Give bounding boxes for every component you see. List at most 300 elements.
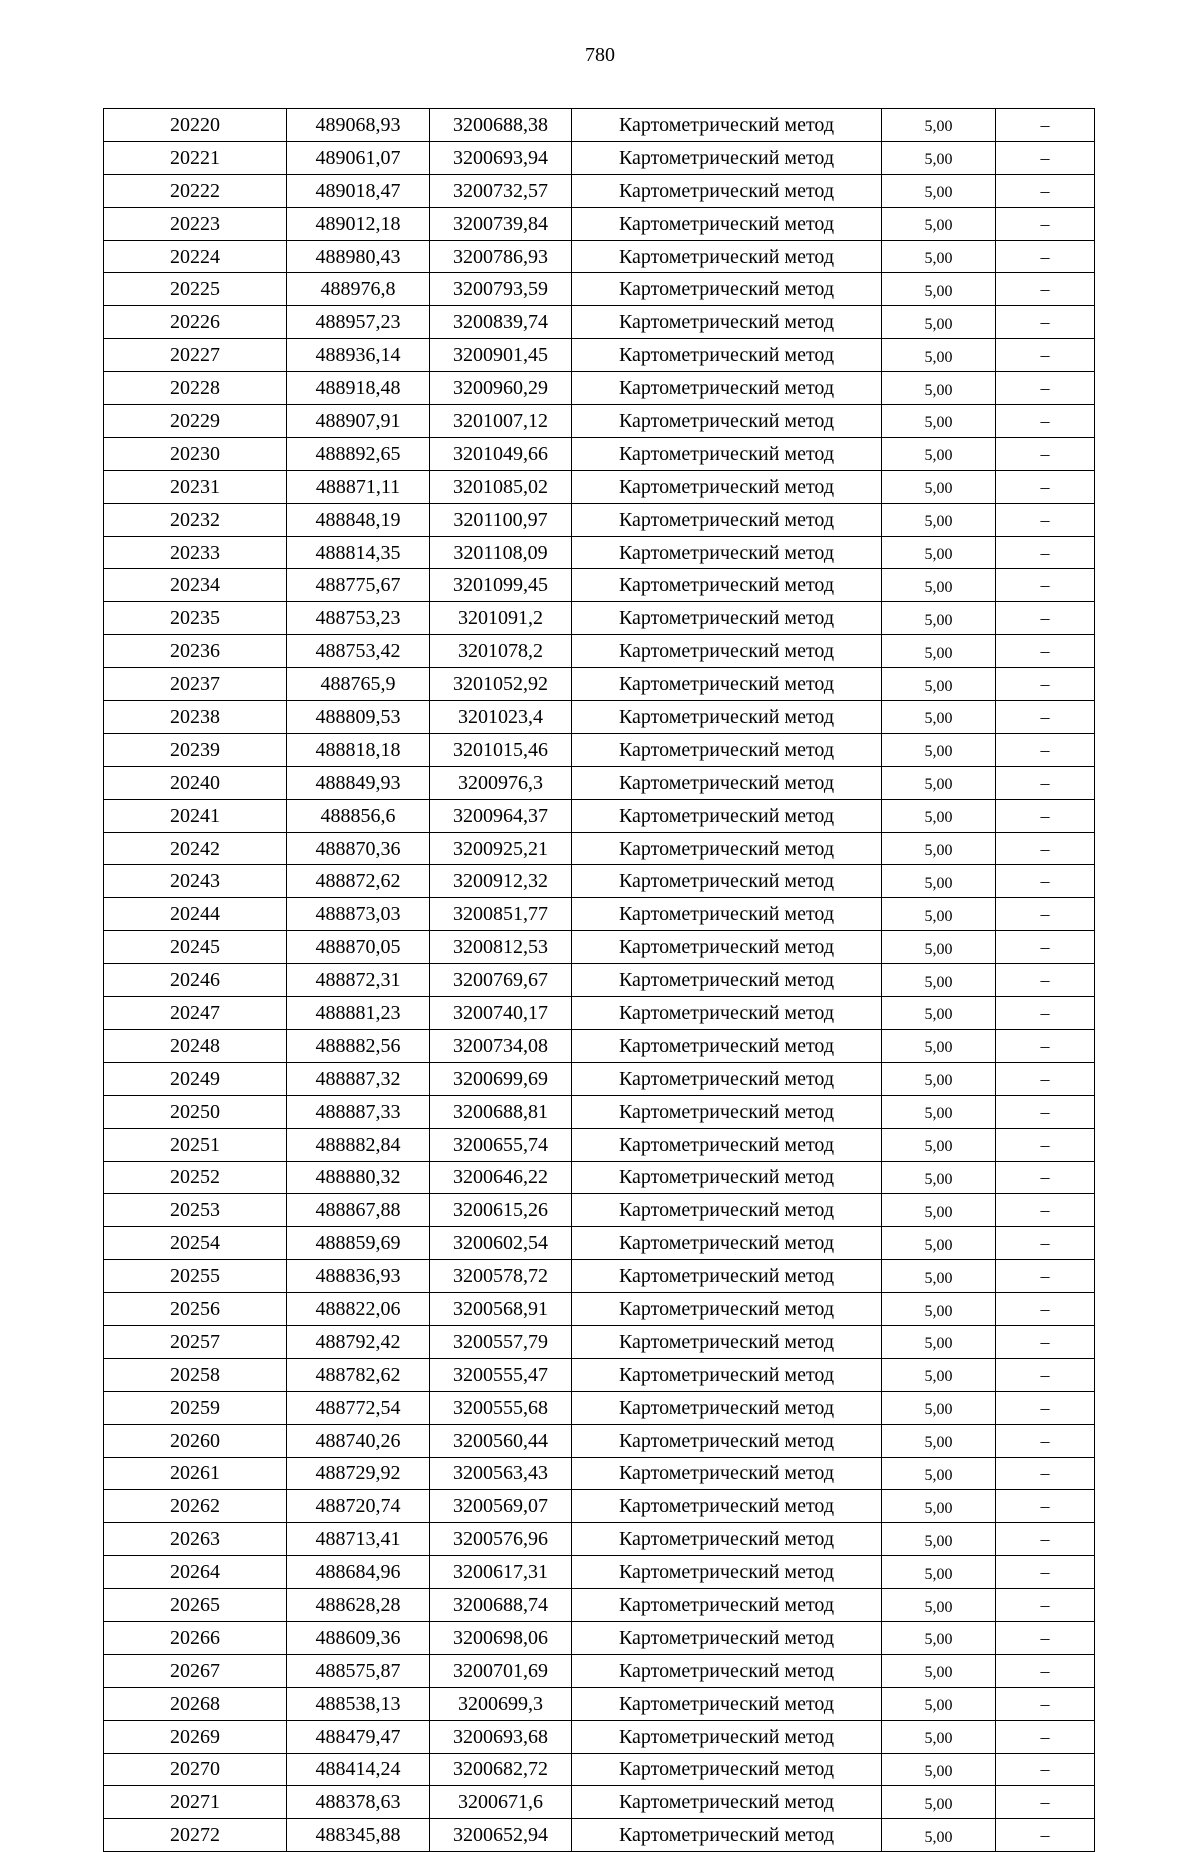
point-number-cell: 20224 <box>104 240 287 273</box>
y-coordinate-cell: 3200555,68 <box>430 1391 572 1424</box>
error-cell: 5,00 <box>882 1194 996 1227</box>
point-number-cell: 20241 <box>104 799 287 832</box>
table-row <box>104 964 1095 997</box>
point-number-cell: 20242 <box>104 832 287 865</box>
method-cell: Картометрический метод <box>572 405 882 438</box>
error-cell: 5,00 <box>882 1687 996 1720</box>
note-cell: – <box>996 1391 1095 1424</box>
table-row <box>104 1029 1095 1062</box>
x-coordinate-cell: 488882,56 <box>287 1029 430 1062</box>
error-cell: 5,00 <box>882 1556 996 1589</box>
y-coordinate-cell: 3201085,02 <box>430 470 572 503</box>
y-coordinate-cell: 3200563,43 <box>430 1457 572 1490</box>
point-number-cell: 20246 <box>104 964 287 997</box>
error-cell: 5,00 <box>882 569 996 602</box>
x-coordinate-cell: 488892,65 <box>287 437 430 470</box>
method-cell: Картометрический метод <box>572 174 882 207</box>
point-number-cell: 20222 <box>104 174 287 207</box>
note-cell: – <box>996 372 1095 405</box>
method-cell: Картометрический метод <box>572 1654 882 1687</box>
point-number-cell: 20252 <box>104 1161 287 1194</box>
method-cell: Картометрический метод <box>572 1293 882 1326</box>
point-number-cell: 20235 <box>104 602 287 635</box>
method-cell: Картометрический метод <box>572 503 882 536</box>
table-row <box>104 766 1095 799</box>
x-coordinate-cell: 488345,88 <box>287 1819 430 1852</box>
table-row <box>104 1062 1095 1095</box>
point-number-cell: 20253 <box>104 1194 287 1227</box>
note-cell: – <box>996 799 1095 832</box>
note-cell: – <box>996 1293 1095 1326</box>
method-cell: Картометрический метод <box>572 1424 882 1457</box>
note-cell: – <box>996 898 1095 931</box>
note-cell: – <box>996 1029 1095 1062</box>
x-coordinate-cell: 488809,53 <box>287 701 430 734</box>
y-coordinate-cell: 3200793,59 <box>430 273 572 306</box>
x-coordinate-cell: 488887,32 <box>287 1062 430 1095</box>
y-coordinate-cell: 3200912,32 <box>430 865 572 898</box>
point-number-cell: 20263 <box>104 1523 287 1556</box>
method-cell: Картометрический метод <box>572 1490 882 1523</box>
point-number-cell: 20269 <box>104 1720 287 1753</box>
error-cell: 5,00 <box>882 273 996 306</box>
table-row <box>104 701 1095 734</box>
y-coordinate-cell: 3200569,07 <box>430 1490 572 1523</box>
point-number-cell: 20271 <box>104 1786 287 1819</box>
note-cell: – <box>996 865 1095 898</box>
method-cell: Картометрический метод <box>572 339 882 372</box>
method-cell: Картометрический метод <box>572 109 882 142</box>
method-cell: Картометрический метод <box>572 1161 882 1194</box>
method-cell: Картометрический метод <box>572 1358 882 1391</box>
y-coordinate-cell: 3201108,09 <box>430 536 572 569</box>
note-cell: – <box>996 536 1095 569</box>
method-cell: Картометрический метод <box>572 635 882 668</box>
error-cell: 5,00 <box>882 339 996 372</box>
point-number-cell: 20238 <box>104 701 287 734</box>
table-row <box>104 470 1095 503</box>
y-coordinate-cell: 3200739,84 <box>430 207 572 240</box>
y-coordinate-cell: 3200812,53 <box>430 931 572 964</box>
point-number-cell: 20236 <box>104 635 287 668</box>
y-coordinate-cell: 3200688,38 <box>430 109 572 142</box>
x-coordinate-cell: 488740,26 <box>287 1424 430 1457</box>
x-coordinate-cell: 488628,28 <box>287 1589 430 1622</box>
y-coordinate-cell: 3200699,69 <box>430 1062 572 1095</box>
method-cell: Картометрический метод <box>572 1621 882 1654</box>
error-cell: 5,00 <box>882 1029 996 1062</box>
y-coordinate-cell: 3200701,69 <box>430 1654 572 1687</box>
note-cell: – <box>996 503 1095 536</box>
x-coordinate-cell: 488849,93 <box>287 766 430 799</box>
point-number-cell: 20231 <box>104 470 287 503</box>
note-cell: – <box>996 1260 1095 1293</box>
table-row <box>104 898 1095 931</box>
error-cell: 5,00 <box>882 1457 996 1490</box>
error-cell: 5,00 <box>882 207 996 240</box>
note-cell: – <box>996 1161 1095 1194</box>
error-cell: 5,00 <box>882 109 996 142</box>
error-cell: 5,00 <box>882 174 996 207</box>
table-row <box>104 536 1095 569</box>
note-cell: – <box>996 207 1095 240</box>
x-coordinate-cell: 488918,48 <box>287 372 430 405</box>
point-number-cell: 20244 <box>104 898 287 931</box>
y-coordinate-cell: 3200734,08 <box>430 1029 572 1062</box>
error-cell: 5,00 <box>882 372 996 405</box>
point-number-cell: 20266 <box>104 1621 287 1654</box>
table-row <box>104 1227 1095 1260</box>
method-cell: Картометрический метод <box>572 141 882 174</box>
point-number-cell: 20239 <box>104 733 287 766</box>
error-cell: 5,00 <box>882 1720 996 1753</box>
table-row <box>104 1293 1095 1326</box>
point-number-cell: 20258 <box>104 1358 287 1391</box>
y-coordinate-cell: 3200671,6 <box>430 1786 572 1819</box>
y-coordinate-cell: 3200851,77 <box>430 898 572 931</box>
y-coordinate-cell: 3200578,72 <box>430 1260 572 1293</box>
note-cell: – <box>996 997 1095 1030</box>
y-coordinate-cell: 3200769,67 <box>430 964 572 997</box>
y-coordinate-cell: 3200560,44 <box>430 1424 572 1457</box>
point-number-cell: 20229 <box>104 405 287 438</box>
error-cell: 5,00 <box>882 931 996 964</box>
point-number-cell: 20245 <box>104 931 287 964</box>
x-coordinate-cell: 488980,43 <box>287 240 430 273</box>
method-cell: Картометрический метод <box>572 799 882 832</box>
table-row <box>104 1194 1095 1227</box>
method-cell: Картометрический метод <box>572 964 882 997</box>
y-coordinate-cell: 3200925,21 <box>430 832 572 865</box>
method-cell: Картометрический метод <box>572 865 882 898</box>
table-row <box>104 1786 1095 1819</box>
point-number-cell: 20240 <box>104 766 287 799</box>
note-cell: – <box>996 141 1095 174</box>
note-cell: – <box>996 1095 1095 1128</box>
error-cell: 5,00 <box>882 1358 996 1391</box>
table-row <box>104 1325 1095 1358</box>
method-cell: Картометрический метод <box>572 1128 882 1161</box>
y-coordinate-cell: 3201015,46 <box>430 733 572 766</box>
error-cell: 5,00 <box>882 602 996 635</box>
error-cell: 5,00 <box>882 832 996 865</box>
note-cell: – <box>996 1128 1095 1161</box>
table-row <box>104 668 1095 701</box>
note-cell: – <box>996 1687 1095 1720</box>
error-cell: 5,00 <box>882 766 996 799</box>
error-cell: 5,00 <box>882 1753 996 1786</box>
x-coordinate-cell: 488684,96 <box>287 1556 430 1589</box>
note-cell: – <box>996 1786 1095 1819</box>
y-coordinate-cell: 3200839,74 <box>430 306 572 339</box>
coordinates-table <box>103 108 1095 1852</box>
y-coordinate-cell: 3200568,91 <box>430 1293 572 1326</box>
y-coordinate-cell: 3200615,26 <box>430 1194 572 1227</box>
table-row <box>104 1391 1095 1424</box>
y-coordinate-cell: 3200688,74 <box>430 1589 572 1622</box>
table-row <box>104 1457 1095 1490</box>
method-cell: Картометрический метод <box>572 306 882 339</box>
table-row <box>104 1095 1095 1128</box>
note-cell: – <box>996 1720 1095 1753</box>
method-cell: Картометрический метод <box>572 536 882 569</box>
method-cell: Картометрический метод <box>572 832 882 865</box>
error-cell: 5,00 <box>882 306 996 339</box>
table-row <box>104 733 1095 766</box>
y-coordinate-cell: 3201100,97 <box>430 503 572 536</box>
point-number-cell: 20250 <box>104 1095 287 1128</box>
error-cell: 5,00 <box>882 1227 996 1260</box>
y-coordinate-cell: 3200646,22 <box>430 1161 572 1194</box>
error-cell: 5,00 <box>882 1260 996 1293</box>
y-coordinate-cell: 3200655,74 <box>430 1128 572 1161</box>
error-cell: 5,00 <box>882 1095 996 1128</box>
note-cell: – <box>996 569 1095 602</box>
x-coordinate-cell: 488882,84 <box>287 1128 430 1161</box>
x-coordinate-cell: 488753,42 <box>287 635 430 668</box>
error-cell: 5,00 <box>882 799 996 832</box>
point-number-cell: 20256 <box>104 1293 287 1326</box>
method-cell: Картометрический метод <box>572 1687 882 1720</box>
x-coordinate-cell: 488848,19 <box>287 503 430 536</box>
point-number-cell: 20267 <box>104 1654 287 1687</box>
point-number-cell: 20220 <box>104 109 287 142</box>
note-cell: – <box>996 1194 1095 1227</box>
y-coordinate-cell: 3200576,96 <box>430 1523 572 1556</box>
x-coordinate-cell: 489018,47 <box>287 174 430 207</box>
x-coordinate-cell: 488872,31 <box>287 964 430 997</box>
error-cell: 5,00 <box>882 1325 996 1358</box>
table-row <box>104 1819 1095 1852</box>
error-cell: 5,00 <box>882 1523 996 1556</box>
point-number-cell: 20230 <box>104 437 287 470</box>
note-cell: – <box>996 437 1095 470</box>
error-cell: 5,00 <box>882 1786 996 1819</box>
x-coordinate-cell: 488887,33 <box>287 1095 430 1128</box>
error-cell: 5,00 <box>882 437 996 470</box>
y-coordinate-cell: 3200557,79 <box>430 1325 572 1358</box>
note-cell: – <box>996 701 1095 734</box>
x-coordinate-cell: 488713,41 <box>287 1523 430 1556</box>
error-cell: 5,00 <box>882 1589 996 1622</box>
note-cell: – <box>996 766 1095 799</box>
note-cell: – <box>996 109 1095 142</box>
note-cell: – <box>996 1556 1095 1589</box>
error-cell: 5,00 <box>882 240 996 273</box>
point-number-cell: 20251 <box>104 1128 287 1161</box>
x-coordinate-cell: 488814,35 <box>287 536 430 569</box>
note-cell: – <box>996 306 1095 339</box>
x-coordinate-cell: 488880,32 <box>287 1161 430 1194</box>
point-number-cell: 20261 <box>104 1457 287 1490</box>
error-cell: 5,00 <box>882 1391 996 1424</box>
table-row <box>104 1523 1095 1556</box>
error-cell: 5,00 <box>882 997 996 1030</box>
table-row <box>104 503 1095 536</box>
y-coordinate-cell: 3201007,12 <box>430 405 572 438</box>
note-cell: – <box>996 931 1095 964</box>
table-row <box>104 1490 1095 1523</box>
x-coordinate-cell: 488729,92 <box>287 1457 430 1490</box>
table-row <box>104 1424 1095 1457</box>
table-row <box>104 306 1095 339</box>
method-cell: Картометрический метод <box>572 437 882 470</box>
x-coordinate-cell: 489012,18 <box>287 207 430 240</box>
method-cell: Картометрический метод <box>572 1029 882 1062</box>
table-row <box>104 1720 1095 1753</box>
table-row <box>104 1556 1095 1589</box>
x-coordinate-cell: 488818,18 <box>287 733 430 766</box>
table-row <box>104 799 1095 832</box>
y-coordinate-cell: 3200964,37 <box>430 799 572 832</box>
table-row <box>104 240 1095 273</box>
error-cell: 5,00 <box>882 1654 996 1687</box>
note-cell: – <box>996 964 1095 997</box>
x-coordinate-cell: 488575,87 <box>287 1654 430 1687</box>
x-coordinate-cell: 488867,88 <box>287 1194 430 1227</box>
method-cell: Картометрический метод <box>572 470 882 503</box>
x-coordinate-cell: 488856,6 <box>287 799 430 832</box>
error-cell: 5,00 <box>882 1621 996 1654</box>
note-cell: – <box>996 1325 1095 1358</box>
note-cell: – <box>996 668 1095 701</box>
y-coordinate-cell: 3201023,4 <box>430 701 572 734</box>
error-cell: 5,00 <box>882 733 996 766</box>
error-cell: 5,00 <box>882 635 996 668</box>
point-number-cell: 20247 <box>104 997 287 1030</box>
x-coordinate-cell: 488720,74 <box>287 1490 430 1523</box>
point-number-cell: 20225 <box>104 273 287 306</box>
y-coordinate-cell: 3200693,68 <box>430 1720 572 1753</box>
point-number-cell: 20262 <box>104 1490 287 1523</box>
method-cell: Картометрический метод <box>572 1457 882 1490</box>
note-cell: – <box>996 240 1095 273</box>
x-coordinate-cell: 488822,06 <box>287 1293 430 1326</box>
error-cell: 5,00 <box>882 1128 996 1161</box>
point-number-cell: 20259 <box>104 1391 287 1424</box>
table-row <box>104 207 1095 240</box>
note-cell: – <box>996 1753 1095 1786</box>
y-coordinate-cell: 3200960,29 <box>430 372 572 405</box>
note-cell: – <box>996 174 1095 207</box>
method-cell: Картометрический метод <box>572 1720 882 1753</box>
table-row <box>104 1358 1095 1391</box>
method-cell: Картометрический метод <box>572 1819 882 1852</box>
table-row <box>104 635 1095 668</box>
note-cell: – <box>996 1819 1095 1852</box>
x-coordinate-cell: 488957,23 <box>287 306 430 339</box>
note-cell: – <box>996 1490 1095 1523</box>
page-number: 780 <box>585 44 615 66</box>
note-cell: – <box>996 470 1095 503</box>
note-cell: – <box>996 339 1095 372</box>
x-coordinate-cell: 488479,47 <box>287 1720 430 1753</box>
point-number-cell: 20265 <box>104 1589 287 1622</box>
note-cell: – <box>996 1457 1095 1490</box>
error-cell: 5,00 <box>882 1161 996 1194</box>
note-cell: – <box>996 1621 1095 1654</box>
method-cell: Картометрический метод <box>572 898 882 931</box>
x-coordinate-cell: 488936,14 <box>287 339 430 372</box>
error-cell: 5,00 <box>882 964 996 997</box>
method-cell: Картометрический метод <box>572 733 882 766</box>
note-cell: – <box>996 1358 1095 1391</box>
x-coordinate-cell: 488765,9 <box>287 668 430 701</box>
method-cell: Картометрический метод <box>572 766 882 799</box>
x-coordinate-cell: 488772,54 <box>287 1391 430 1424</box>
y-coordinate-cell: 3201052,92 <box>430 668 572 701</box>
error-cell: 5,00 <box>882 470 996 503</box>
y-coordinate-cell: 3200698,06 <box>430 1621 572 1654</box>
point-number-cell: 20248 <box>104 1029 287 1062</box>
note-cell: – <box>996 1523 1095 1556</box>
point-number-cell: 20228 <box>104 372 287 405</box>
method-cell: Картометрический метод <box>572 602 882 635</box>
note-cell: – <box>996 1589 1095 1622</box>
y-coordinate-cell: 3201091,2 <box>430 602 572 635</box>
error-cell: 5,00 <box>882 536 996 569</box>
method-cell: Картометрический метод <box>572 997 882 1030</box>
method-cell: Картометрический метод <box>572 1786 882 1819</box>
method-cell: Картометрический метод <box>572 240 882 273</box>
method-cell: Картометрический метод <box>572 372 882 405</box>
x-coordinate-cell: 489061,07 <box>287 141 430 174</box>
table-row <box>104 109 1095 142</box>
table-row <box>104 405 1095 438</box>
y-coordinate-cell: 3201078,2 <box>430 635 572 668</box>
method-cell: Картометрический метод <box>572 1062 882 1095</box>
x-coordinate-cell: 488871,11 <box>287 470 430 503</box>
error-cell: 5,00 <box>882 1293 996 1326</box>
method-cell: Картометрический метод <box>572 1095 882 1128</box>
point-number-cell: 20237 <box>104 668 287 701</box>
y-coordinate-cell: 3200732,57 <box>430 174 572 207</box>
x-coordinate-cell: 488378,63 <box>287 1786 430 1819</box>
table-row <box>104 1621 1095 1654</box>
method-cell: Картометрический метод <box>572 1260 882 1293</box>
table-row <box>104 372 1095 405</box>
x-coordinate-cell: 488753,23 <box>287 602 430 635</box>
y-coordinate-cell: 3200740,17 <box>430 997 572 1030</box>
point-number-cell: 20264 <box>104 1556 287 1589</box>
y-coordinate-cell: 3201049,66 <box>430 437 572 470</box>
method-cell: Картометрический метод <box>572 1194 882 1227</box>
table-row <box>104 174 1095 207</box>
error-cell: 5,00 <box>882 668 996 701</box>
method-cell: Картометрический метод <box>572 273 882 306</box>
table-row <box>104 931 1095 964</box>
point-number-cell: 20226 <box>104 306 287 339</box>
note-cell: – <box>996 635 1095 668</box>
y-coordinate-cell: 3200555,47 <box>430 1358 572 1391</box>
point-number-cell: 20249 <box>104 1062 287 1095</box>
y-coordinate-cell: 3201099,45 <box>430 569 572 602</box>
error-cell: 5,00 <box>882 1819 996 1852</box>
note-cell: – <box>996 1062 1095 1095</box>
table-row <box>104 437 1095 470</box>
x-coordinate-cell: 489068,93 <box>287 109 430 142</box>
x-coordinate-cell: 488775,67 <box>287 569 430 602</box>
x-coordinate-cell: 488414,24 <box>287 1753 430 1786</box>
x-coordinate-cell: 488792,42 <box>287 1325 430 1358</box>
point-number-cell: 20243 <box>104 865 287 898</box>
x-coordinate-cell: 488609,36 <box>287 1621 430 1654</box>
point-number-cell: 20233 <box>104 536 287 569</box>
error-cell: 5,00 <box>882 405 996 438</box>
table-row <box>104 997 1095 1030</box>
x-coordinate-cell: 488836,93 <box>287 1260 430 1293</box>
y-coordinate-cell: 3200652,94 <box>430 1819 572 1852</box>
